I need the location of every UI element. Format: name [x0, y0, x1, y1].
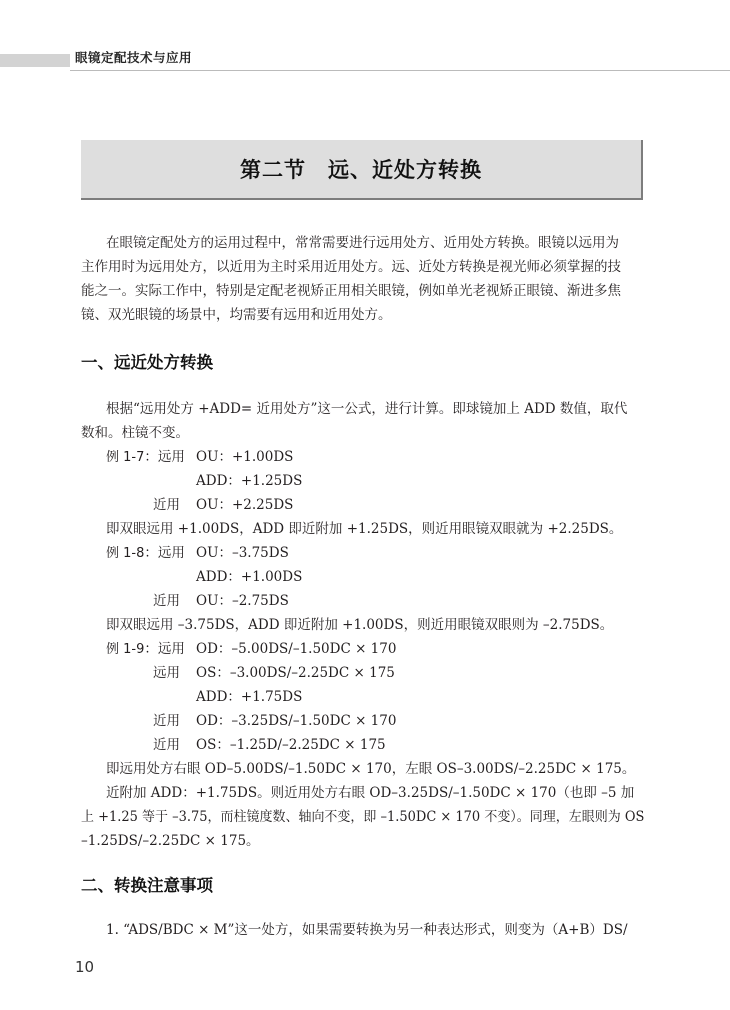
far-label: 远用: [157, 449, 185, 465]
example-label: 例 1-9: [106, 642, 145, 657]
example-1-7-far-ou: OU：+1.00DS: [196, 449, 294, 465]
far-label: 远用: [157, 545, 185, 561]
example-1-8-add: ADD：+1.00DS: [196, 569, 303, 585]
example-1-9-far-label-2: 远用: [153, 665, 180, 681]
explain-line-2: 上 +1.25 等于 –3.75，而柱镜度数、轴向不变，即 –1.50DC × 170 不变）。同理，左眼则为 OS: [81, 809, 645, 825]
example-1-9-far-os: OS：–3.00DS/–2.25DC × 175: [196, 665, 395, 681]
example-1-9-far-od: OD：–5.00DS/–1.50DC × 170: [196, 641, 397, 657]
example-1-9-near-label-1: 近用: [153, 713, 180, 729]
example-1-7-row-1: [106, 445, 185, 470]
header-rule: [70, 70, 730, 71]
example-separator: ：: [144, 641, 158, 657]
example-separator: ：: [144, 545, 158, 561]
header-accent-bar: [0, 54, 70, 67]
intro-line-1: 在眼镜定配处方的运用过程中，常常需要进行远用处方、近用处方转换。眼镜以远用为: [106, 235, 619, 251]
example-1-9-near-os: OS：–1.25D/–2.25DC × 175: [196, 737, 386, 753]
running-title: 眼镜定配技术与应用: [75, 50, 193, 65]
formula-line-2: 数和。柱镜不变。: [81, 425, 189, 441]
heading-far-near-conversion: 一、远近处方转换: [81, 353, 213, 372]
example-1-9-row-1: [106, 637, 185, 662]
formula-line-1: 根据“远用处方 +ADD= 近用处方”这一公式，进行计算。即球镜加上 ADD 数值，取代: [106, 401, 628, 417]
explain-line-3: –1.25DS/–2.25DC × 175。: [81, 833, 260, 849]
page-number: 10: [75, 958, 95, 976]
example-label: 例 1-8: [106, 546, 145, 561]
example-1-9-conclusion: 即远用处方右眼 OD–5.00DS/–1.50DC × 170，左眼 OS–3.00DS/–2.25DC × 175。: [106, 761, 636, 777]
example-1-7-near-label: 近用: [153, 497, 180, 513]
example-1-8-near-ou: OU：–2.75DS: [196, 593, 289, 609]
example-1-8-row-1: [106, 541, 185, 566]
heading-conversion-notes: 二、转换注意事项: [81, 876, 213, 895]
example-1-9-add: ADD：+1.75DS: [196, 689, 303, 705]
example-1-9-near-od: OD：–3.25DS/–1.50DC × 170: [196, 713, 397, 729]
example-1-9-near-label-2: 近用: [153, 737, 180, 753]
intro-line-2: 主作用时为远用处方，以近用为主时采用近用处方。远、近处方转换是视光师必须掌握的技: [81, 259, 621, 275]
example-1-7-add: ADD：+1.25DS: [196, 473, 303, 489]
note-1: 1. “ADS/BDC × M”这一处方，如果需要转换为另一种表达形式，则变为（A+B）DS/: [106, 922, 628, 938]
explain-line-1: 近附加 ADD：+1.75DS。则近用处方右眼 OD–3.25DS/–1.50DC × 170（也即 –5 加: [106, 785, 635, 801]
example-1-7-near-ou: OU：+2.25DS: [196, 497, 294, 513]
intro-line-3: 能之一。实际工作中，特别是定配老视矫正用相关眼镜，例如单光老视矫正眼镜、渐进多焦: [81, 283, 621, 299]
example-separator: ：: [144, 449, 158, 465]
example-label: 例 1-7: [106, 450, 145, 465]
example-1-8-far-ou: OU：–3.75DS: [196, 545, 289, 561]
example-1-8-conclusion: 即双眼远用 –3.75DS，ADD 即近附加 +1.00DS，则近用眼镜双眼则为 –2.75DS。: [106, 617, 614, 633]
intro-line-4: 镜、双光眼镜的场景中，均需要有远用和近用处方。: [81, 307, 392, 323]
section-title-box: [81, 140, 643, 200]
section-title: 第二节 远、近处方转换: [240, 157, 482, 182]
example-1-8-near-label: 近用: [153, 593, 180, 609]
example-1-7-conclusion: 即双眼远用 +1.00DS，ADD 即近附加 +1.25DS，则近用眼镜双眼就为 +2.25DS。: [106, 521, 623, 537]
far-label: 远用: [157, 641, 185, 657]
